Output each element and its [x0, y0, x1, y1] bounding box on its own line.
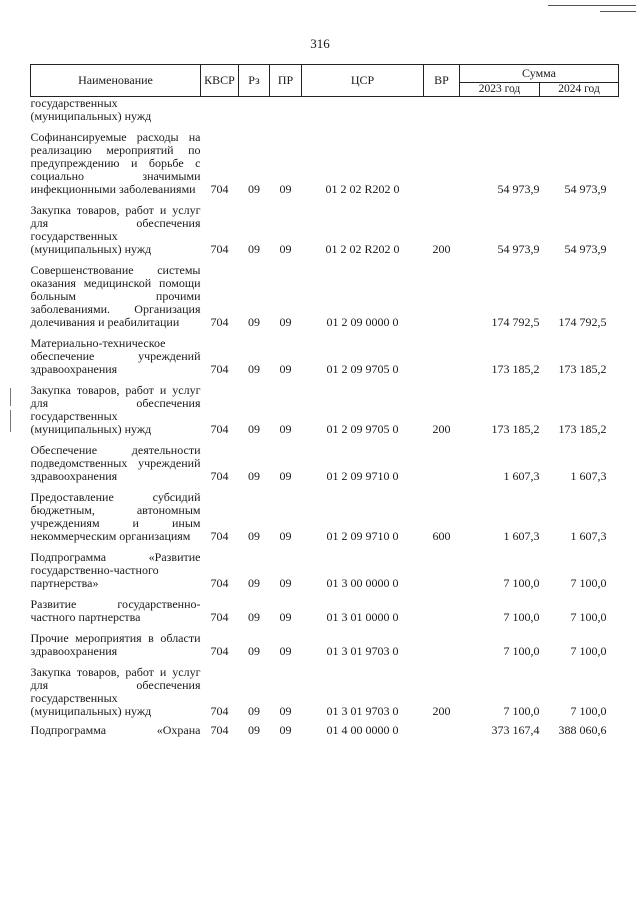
table-row [31, 97, 619, 124]
row-rz: 09 [248, 576, 260, 590]
row-sum-2023: 7 100,0 [503, 644, 540, 658]
row-sum-2023: 7 100,0 [503, 610, 540, 624]
row-sum-2023: 54 973,9 [497, 182, 540, 196]
row-pr: 09 [279, 315, 292, 329]
row-rz [239, 97, 270, 124]
row-sum-2023: 373 167,4 [491, 723, 540, 737]
table-row [31, 337, 619, 376]
row-name: Софинансируемые расходы на реализацию мероприятий по предупреждению и борьбе с социально значимыми инфекционными заболеваниями [30, 130, 201, 196]
row-csr: 01 2 02 R202 0 [325, 242, 400, 256]
row-pr: 09 [279, 610, 292, 624]
row-name: Подпрограмма «Развитие государственно-частного партнерства» [30, 550, 201, 590]
row-sum-2024: 7 100,0 [570, 644, 607, 658]
row-sum-2024: 7 100,0 [570, 610, 607, 624]
page-number: 316 [310, 36, 330, 51]
row-vr: 200 [432, 242, 451, 256]
row-vr: 200 [432, 422, 451, 436]
row-vr [424, 598, 460, 624]
row-kvsr [201, 97, 239, 124]
row-pr: 09 [279, 362, 292, 376]
row-kvsr: 704 [210, 315, 229, 329]
row-name: Закупка товаров, работ и услуг для обеспечения государственных (муниципальных) нужд [30, 665, 201, 718]
row-rz: 09 [248, 529, 260, 543]
row-pr: 09 [279, 182, 292, 196]
table-row [31, 632, 619, 658]
row-name: Предоставление субсидий бюджетным, автономным учреждениям и иным некоммерческим организациям [30, 490, 201, 543]
row-sum-2024: 7 100,0 [570, 576, 607, 590]
table-row [31, 444, 619, 483]
row-sum-2023: 54 973,9 [497, 242, 540, 256]
row-sum-2023: 1 607,3 [503, 529, 540, 543]
row-csr: 01 2 09 9710 0 [326, 469, 399, 483]
row-kvsr: 704 [210, 242, 229, 256]
table-row [31, 131, 619, 196]
header-csr: ЦСР [302, 65, 424, 97]
row-rz: 09 [248, 362, 260, 376]
row-csr: 01 2 09 9705 0 [326, 362, 399, 376]
row-vr [424, 724, 460, 737]
row-sum-2023: 173 185,2 [491, 362, 540, 376]
row-name: государственных (муниципальных) нужд [30, 96, 152, 123]
row-vr [424, 264, 460, 329]
row-csr: 01 3 01 9703 0 [326, 644, 399, 658]
row-rz: 09 [248, 315, 260, 329]
table-row [31, 666, 619, 718]
row-sum-2023: 7 100,0 [503, 704, 540, 718]
row-rz: 09 [248, 469, 260, 483]
row-sum-2024: 1 607,3 [570, 529, 607, 543]
row-pr: 09 [279, 644, 292, 658]
header-name: Наименование [31, 65, 201, 97]
row-pr: 09 [279, 576, 292, 590]
row-csr: 01 2 09 9710 0 [326, 529, 399, 543]
header-vr: ВР [424, 65, 460, 97]
row-vr [424, 97, 460, 124]
row-sum-2024: 1 607,3 [570, 469, 607, 483]
header-year-2023: 2023 год [460, 83, 540, 97]
row-name: Закупка товаров, работ и услуг для обеспечения государственных (муниципальных) нужд [30, 203, 201, 256]
row-csr: 01 3 01 9703 0 [326, 704, 399, 718]
header-kvsr: КВСР [201, 65, 239, 97]
row-rz: 09 [248, 610, 260, 624]
row-name: Закупка товаров, работ и услуг для обеспечения государственных (муниципальных) нужд [30, 383, 201, 436]
row-kvsr: 704 [210, 529, 229, 543]
row-sum-2023 [460, 97, 540, 124]
row-kvsr: 704 [210, 723, 229, 737]
row-pr: 09 [279, 422, 292, 436]
row-rz: 09 [248, 182, 260, 196]
scan-artifact-mark [10, 410, 11, 432]
row-pr: 09 [279, 704, 292, 718]
row-vr [424, 632, 460, 658]
table-row [31, 264, 619, 329]
scan-artifact-line [600, 11, 636, 12]
row-rz: 09 [248, 422, 260, 436]
row-pr: 09 [279, 723, 292, 737]
row-vr [424, 337, 460, 376]
scan-artifact-mark [10, 388, 11, 406]
row-csr: 01 2 02 R202 0 [325, 182, 400, 196]
table-row [31, 551, 619, 590]
row-csr [302, 97, 424, 124]
row-sum-2024: 388 060,6 [558, 723, 607, 737]
row-sum-2024: 173 185,2 [558, 422, 607, 436]
row-csr: 01 3 01 0000 0 [326, 610, 399, 624]
table-row [31, 598, 619, 624]
table-row [31, 384, 619, 436]
row-kvsr: 704 [210, 422, 229, 436]
row-name: Материально-техническое обеспечение учреждений здравоохранения [30, 336, 201, 376]
row-csr: 01 4 00 0000 0 [326, 723, 399, 737]
row-sum-2024: 7 100,0 [570, 704, 607, 718]
row-kvsr: 704 [210, 182, 229, 196]
row-csr: 01 2 09 0000 0 [326, 315, 399, 329]
row-pr: 09 [279, 529, 292, 543]
row-sum-2023: 174 792,5 [491, 315, 540, 329]
header-rz: Рз [239, 65, 270, 97]
row-kvsr: 704 [210, 644, 229, 658]
row-sum-2024: 54 973,9 [564, 242, 607, 256]
row-sum-2023: 1 607,3 [503, 469, 540, 483]
row-kvsr: 704 [210, 610, 229, 624]
row-vr [424, 131, 460, 196]
table-row [31, 204, 619, 256]
header-year-2024: 2024 год [540, 83, 619, 97]
row-pr: 09 [279, 469, 292, 483]
row-csr: 01 3 00 0000 0 [326, 576, 399, 590]
row-vr: 200 [432, 704, 451, 718]
row-csr: 01 2 09 9705 0 [326, 422, 399, 436]
row-sum-2024 [540, 97, 619, 124]
row-name: Совершенствование системы оказания медицинской помощи больным прочими заболеваниями. Организация долечивания и реабилитации [30, 263, 201, 329]
row-rz: 09 [248, 723, 260, 737]
row-kvsr: 704 [210, 576, 229, 590]
row-sum-2023: 7 100,0 [503, 576, 540, 590]
row-pr [270, 97, 302, 124]
budget-table [30, 64, 619, 737]
row-kvsr: 704 [210, 362, 229, 376]
header-sum: Сумма [460, 65, 619, 83]
row-sum-2024: 54 973,9 [564, 182, 607, 196]
table-row [31, 724, 619, 737]
row-sum-2024: 174 792,5 [558, 315, 607, 329]
row-vr: 600 [432, 529, 451, 543]
row-kvsr: 704 [210, 704, 229, 718]
row-name: Развитие государственно-частного партнерства [30, 597, 201, 624]
row-kvsr: 704 [210, 469, 229, 483]
row-name: Обеспечение деятельности подведомственных учреждений здравоохранения [30, 443, 201, 483]
row-vr [424, 551, 460, 590]
table-row [31, 491, 619, 543]
row-rz: 09 [248, 704, 260, 718]
row-rz: 09 [248, 644, 260, 658]
row-pr: 09 [279, 242, 292, 256]
row-name: Подпрограмма «Охрана [30, 723, 201, 737]
row-name: Прочие мероприятия в области здравоохранения [30, 631, 201, 658]
scan-artifact-line [548, 5, 636, 6]
header-pr: ПР [270, 65, 302, 97]
row-rz: 09 [248, 242, 260, 256]
row-sum-2023: 173 185,2 [491, 422, 540, 436]
row-sum-2024: 173 185,2 [558, 362, 607, 376]
row-vr [424, 444, 460, 483]
